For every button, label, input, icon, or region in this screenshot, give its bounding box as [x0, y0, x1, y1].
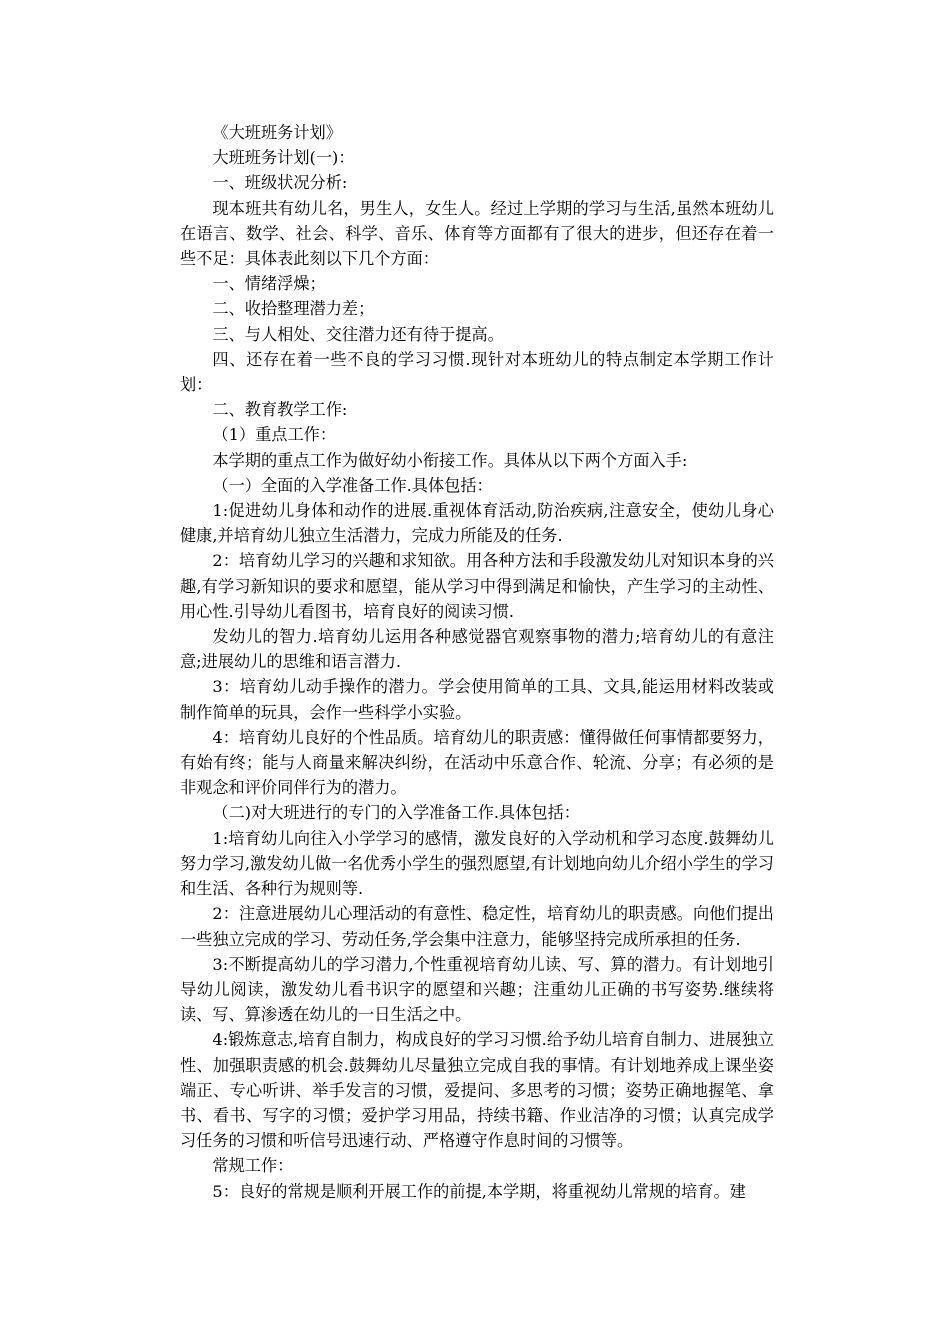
paragraph: 3：培育幼儿动手操作的潜力。学会使用简单的工具、文具,能运用材料改装或制作简单的玩具，会作一些科学小实验。	[180, 677, 774, 722]
section-heading: 大班班务计划(一)：	[212, 148, 355, 168]
subsection-heading: （1）重点工作：	[212, 425, 337, 445]
section-heading: 一、班级状况分析:	[212, 173, 348, 193]
section-heading: 二、教育教学工作:	[212, 400, 348, 420]
paragraph: 4:锻炼意志,培育自制力，构成良好的学习习惯.给予幼儿培育自制力、进展独立性、加强职责感的机会.鼓舞幼儿尽量独立完成自我的事情。有计划地养成上课坐姿端正、专心听讲、举手发言的习惯，爱提问、多思考的习惯；姿势正确地握笔、拿书、看书、写字的习惯；爱护学习用品，持续书籍、作业洁净的习惯；认真完成学习任务的习惯和听信号迅速行动、严格遵守作息时间的习惯等。	[180, 1030, 774, 1151]
subsection-heading: （一）全面的入学准备工作.具体包括：	[212, 475, 493, 495]
paragraph: 4：培育幼儿良好的个性品质。培育幼儿的职责感：懂得做任何事情都要努力，有始有终；能与人商量来解决纠纷，在活动中乐意合作、轮流、分享；有必须的是非观念和评价同伴行为的潜力。	[180, 727, 774, 798]
subsection-heading: （二)对大班进行的专门的入学准备工作.具体包括：	[212, 803, 580, 823]
paragraph: 3:不断提高幼儿的学习潜力,个性重视培育幼儿读、写、算的潜力。有计划地引导幼儿阅读，激发幼儿看书识字的愿望和兴趣；注重幼儿正确的书写姿势.继续将读、写、算渗透在幼儿的一日生活之中。	[180, 954, 774, 1025]
list-item: 三、与人相处、交往潜力还有待于提高。	[212, 324, 504, 344]
section-heading: 常规工作：	[212, 1156, 294, 1176]
list-item: 一、情绪浮燥；	[212, 274, 326, 294]
document-title: 《大班班务计划》	[212, 123, 342, 142]
paragraph: 现本班共有幼儿名，男生人，女生人。经过上学期的学习与生活,虽然本班幼儿在语言、数学、社会、科学、音乐、体育等方面都有了很大的进步，但还存在着一些不足：具体表此刻以下几个方面：	[180, 198, 774, 269]
paragraph: 5：良好的常规是顺利开展工作的前提,本学期，将重视幼儿常规的培育。建	[212, 1181, 746, 1201]
paragraph: 1:培育幼儿向往入小学学习的感情，激发良好的入学动机和学习态度.鼓舞幼儿努力学习,激发幼儿做一名优秀小学生的强烈愿望,有计划地向幼儿介绍小学生的学习和生活、各种行为规则等.	[180, 828, 774, 899]
document-page	[180, 120, 774, 1204]
paragraph: 1:促进幼儿身体和动作的进展.重视体育活动,防治疾病,注意安全，使幼儿身心健康,并培育幼儿独立生活潜力，完成力所能及的任务.	[180, 501, 774, 546]
paragraph: 本学期的重点工作为做好幼小衔接工作。具体从以下两个方面入手:	[212, 450, 688, 470]
paragraph: 2：注意进展幼儿心理活动的有意性、稳定性，培育幼儿的职责感。向他们提出一些独立完成的学习、劳动任务,学会集中注意力，能够坚持完成所承担的任务.	[180, 904, 774, 949]
paragraph: 发幼儿的智力.培育幼儿运用各种感觉器官观察事物的潜力;培育幼儿的有意注意;进展幼儿的思维和语言潜力.	[180, 627, 774, 672]
list-item: 二、收拾整理潜力差；	[212, 299, 375, 319]
list-item: 四、还存在着一些不良的学习习惯.现针对本班幼儿的特点制定本学期工作计划：	[180, 349, 774, 395]
paragraph: 2：培育幼儿学习的兴趣和求知欲。用各种方法和手段激发幼儿对知识本身的兴趣,有学习新知识的要求和愿望，能从学习中得到满足和愉快，产生学习的主动性、用心性.引导幼儿看图书，培育良好的阅读习惯.	[180, 551, 774, 621]
